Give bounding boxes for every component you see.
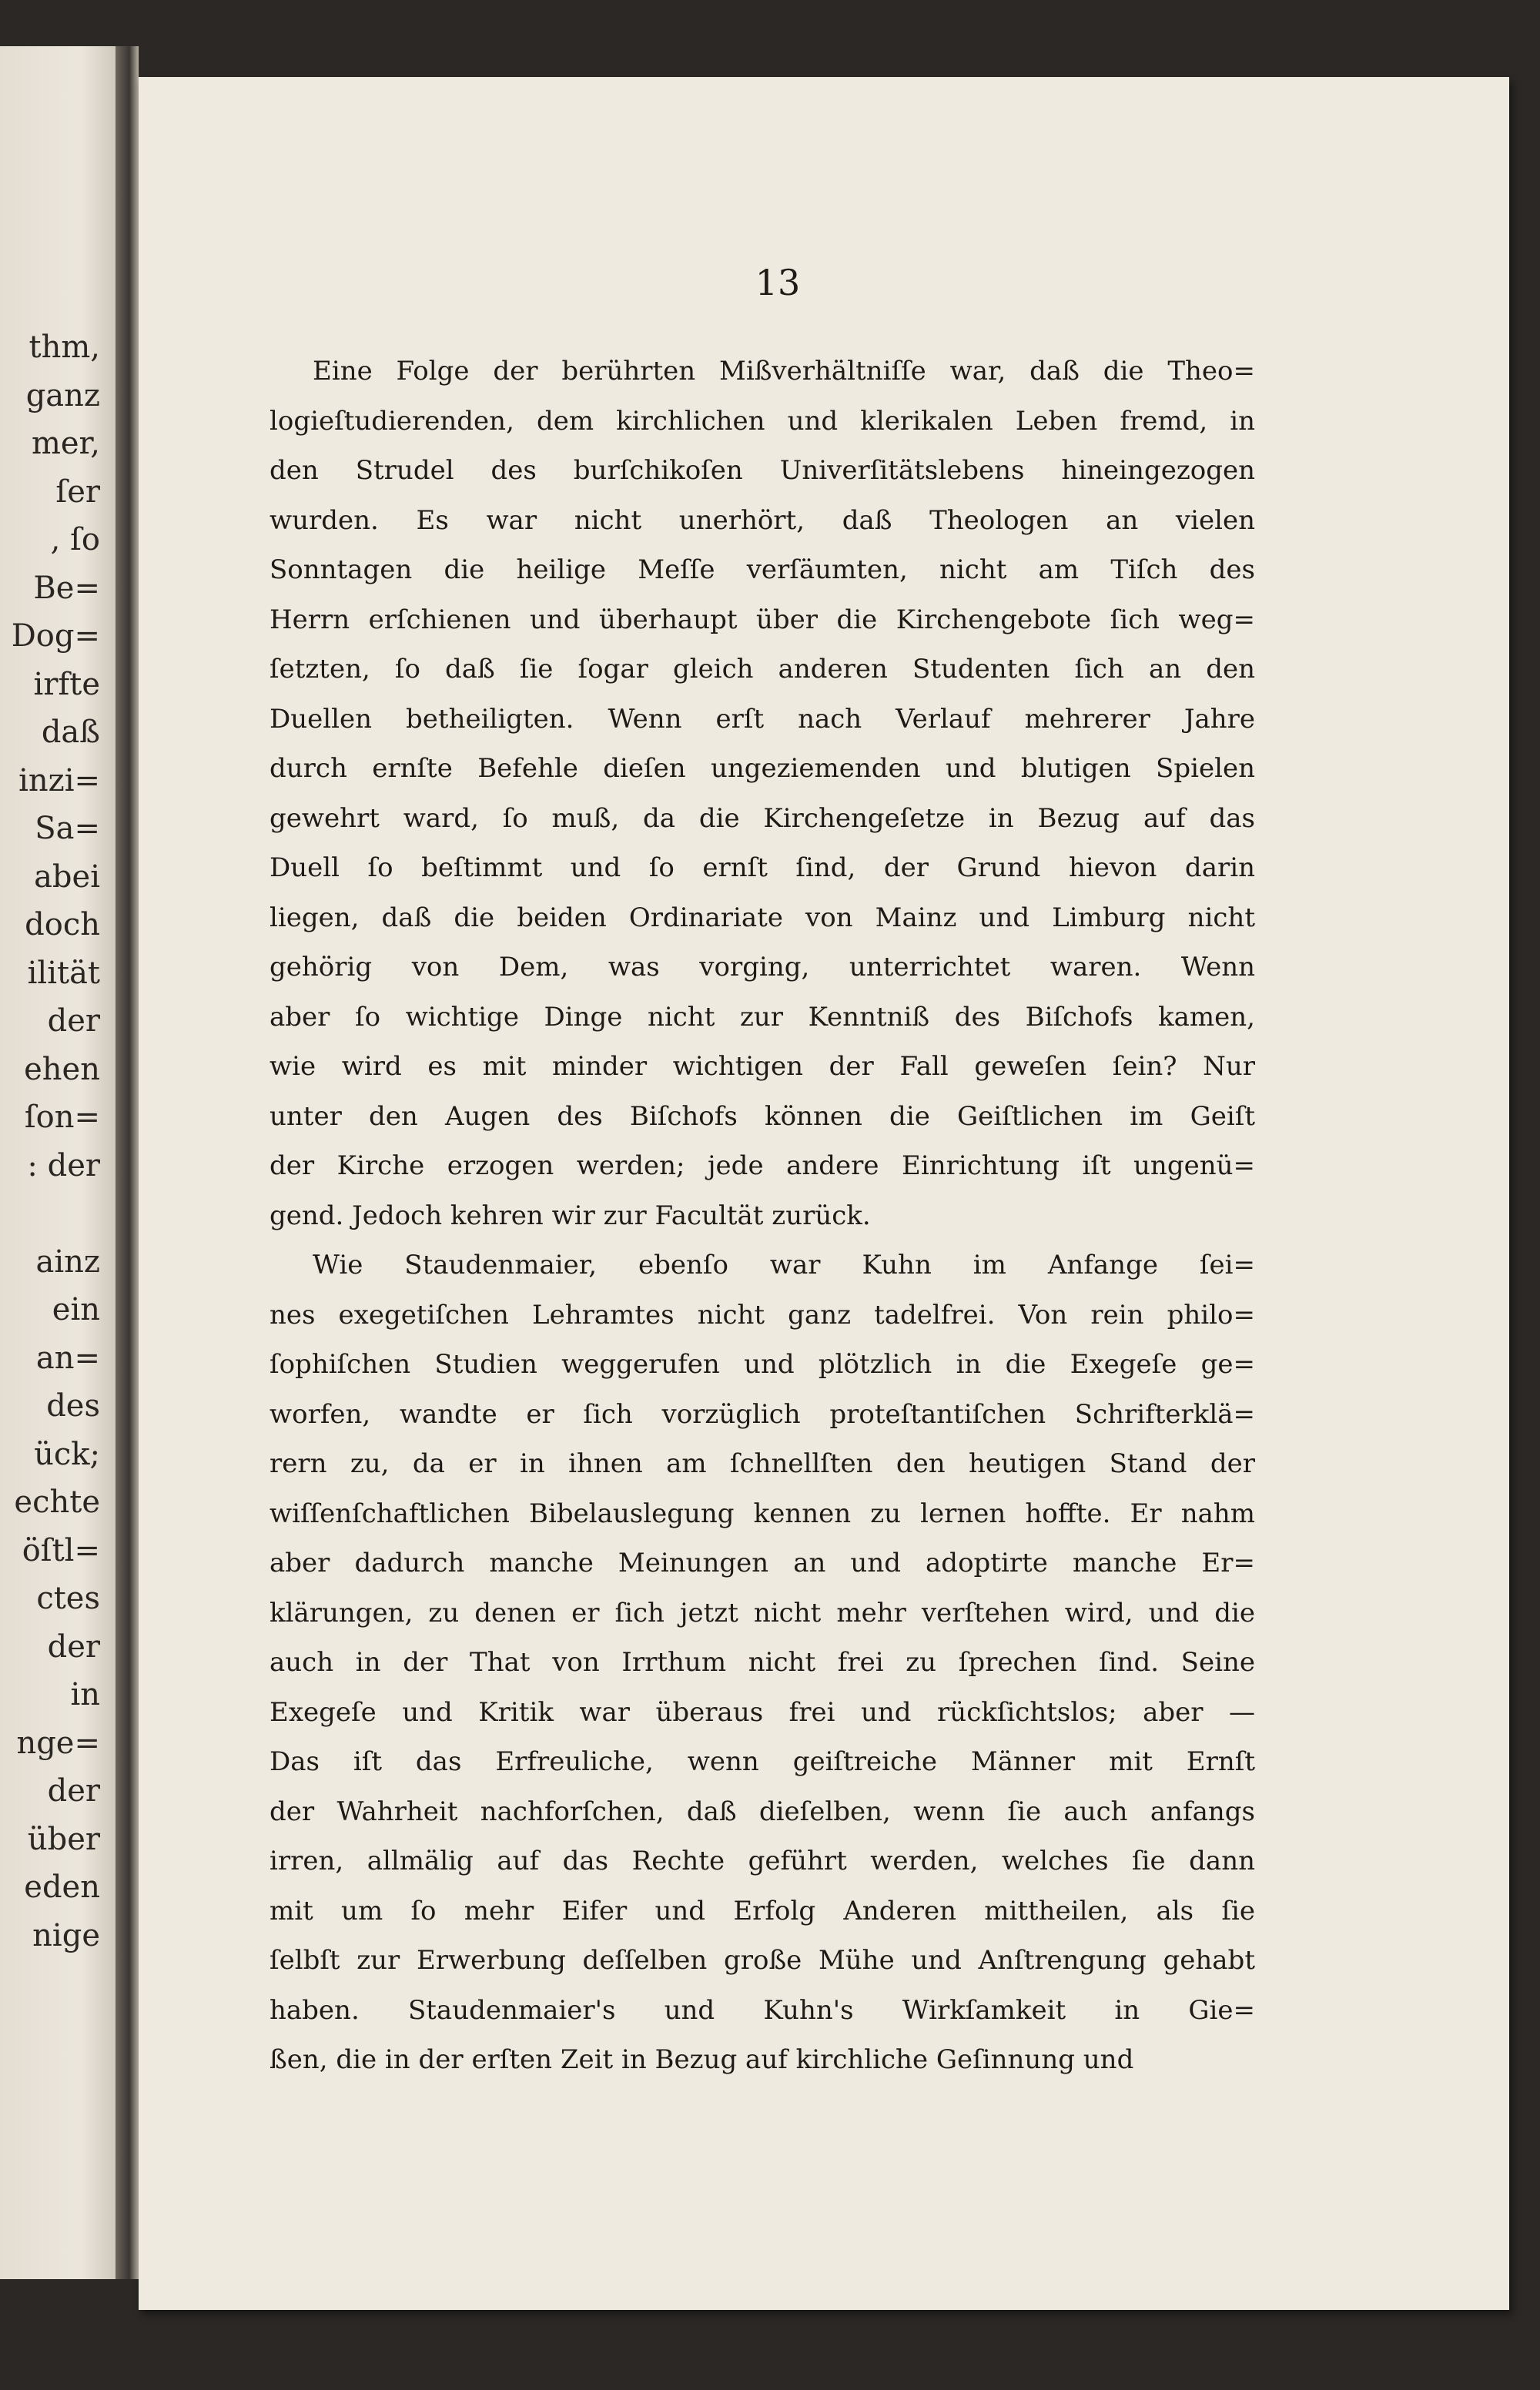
text-line: logieſtudierenden, dem kirchlichen und klerikalen Leben fremd, in <box>270 405 1255 437</box>
text-line: nes exegetiſchen Lehramtes nicht ganz tadelfrei. Von rein philo= <box>270 1299 1255 1331</box>
edge-fragment: ehen <box>24 1051 100 1087</box>
page-body <box>270 346 1255 2085</box>
edge-fragment: echte <box>14 1485 100 1520</box>
text-line: Wie Staudenmaier, ebenſo war Kuhn im Anfange ſei= <box>313 1250 1255 1280</box>
text-line: Duell ſo beſtimmt und ſo ernſt ſind, der Grund hievon darin <box>270 852 1255 883</box>
text-line: wie wird es mit minder wichtigen der Fall geweſen ſein? Nur <box>270 1051 1255 1082</box>
edge-fragment: ſon= <box>24 1100 100 1135</box>
edge-fragment: ctes <box>36 1581 100 1616</box>
text-line: wiſſenſchaftlichen Bibelauslegung kennen zu lernen hoffte. Er nahm <box>270 1498 1255 1529</box>
text-line: irren, allmälig auf das Rechte geführt werden, welches ſie dann <box>270 1846 1255 1876</box>
text-line: klärungen, zu denen er ſich jetzt nicht mehr verſtehen wird, und die <box>270 1597 1255 1628</box>
edge-fragment: mer, <box>31 426 100 461</box>
text-line: gend. Jedoch kehren wir zur Facultät zurück. <box>270 1200 871 1231</box>
edge-fragment: nge= <box>16 1725 100 1761</box>
edge-fragment: : der <box>27 1147 100 1183</box>
text-line: der Kirche erzogen werden; jede andere Einrichtung iſt ungenü= <box>270 1150 1255 1181</box>
edge-fragment: ück; <box>34 1436 100 1472</box>
text-line: liegen, daß die beiden Ordinariate von Mainz und Limburg nicht <box>270 902 1255 933</box>
paragraph-2 <box>270 1240 1255 2085</box>
page-number: 13 <box>755 262 801 303</box>
text-line: durch ernſte Befehle dieſen ungeziemenden und blutigen Spielen <box>270 753 1255 784</box>
edge-fragment: Sa= <box>35 811 100 846</box>
edge-fragment: ſer <box>55 474 100 510</box>
text-line: mit um ſo mehr Eifer und Erfolg Anderen mittheilen, als ſie <box>270 1895 1255 1926</box>
edge-fragment: thm, <box>28 330 100 365</box>
text-line: auch in der That von Irrthum nicht frei zu ſprechen ſind. Seine <box>270 1647 1255 1678</box>
text-line: Duellen betheiligten. Wenn erſt nach Verlauf mehrerer Jahre <box>270 703 1255 735</box>
edge-fragment: eden <box>24 1869 100 1905</box>
edge-fragment: ilität <box>27 955 100 991</box>
edge-fragment: doch <box>25 907 100 942</box>
text-line: aber ſo wichtige Dinge nicht zur Kenntniß des Biſchofs kamen, <box>270 1001 1255 1033</box>
edge-fragment: inzi= <box>18 762 100 798</box>
edge-fragment: an= <box>35 1340 100 1376</box>
text-line: haben. Staudenmaier's und Kuhn's Wirkſamkeit in Gie= <box>270 1994 1255 2026</box>
text-line: Sonntagen die heilige Meſſe verſäumten, nicht am Tiſch des <box>270 554 1255 585</box>
text-line: rern zu, da er in ihnen am ſchnellſten den heutigen Stand der <box>270 1448 1255 1479</box>
book-page <box>139 77 1509 2310</box>
edge-fragment: öſtl= <box>22 1532 100 1568</box>
book-gutter <box>116 46 139 2279</box>
text-line: ſophiſchen Studien weggerufen und plötzlich in die Exegeſe ge= <box>270 1349 1255 1380</box>
edge-fragment: des <box>46 1388 100 1424</box>
text-line: der Wahrheit nachforſchen, daß dieſelben, wenn ſie auch anfangs <box>270 1796 1255 1827</box>
text-line: aber dadurch manche Meinungen an und adoptirte manche Er= <box>270 1548 1255 1578</box>
edge-fragment: der <box>47 1628 100 1665</box>
text-line: Eine Folge der berührten Mißverhältniſſe war, daß die Theo= <box>313 356 1255 387</box>
text-line: gewehrt ward, ſo muß, da die Kirchengeſetze in Bezug auf das <box>270 802 1255 834</box>
edge-fragment: Be= <box>33 570 100 606</box>
edge-fragment <box>0 1190 100 1238</box>
edge-fragment: der <box>47 1773 100 1809</box>
text-line: ßen, die in der erſten Zeit in Bezug auf kirchliche Geſinnung und <box>270 2044 1134 2075</box>
text-line: Herrn erſchienen und überhaupt über die Kirchengebote ſich weg= <box>270 604 1255 635</box>
text-line: gehörig von Dem, was vorging, unterrichtet waren. Wenn <box>270 952 1255 982</box>
text-line: unter den Augen des Biſchofs können die Geiſtlichen im Geiſt <box>270 1100 1255 1132</box>
facing-page-text <box>0 323 100 1960</box>
text-line: wurden. Es war nicht unerhört, daß Theologen an vielen <box>270 504 1255 536</box>
edge-fragment: irfte <box>33 666 100 702</box>
edge-fragment: in <box>70 1677 100 1712</box>
text-line: worfen, wandte er ſich vorzüglich proteſtantiſchen Schrifterklä= <box>270 1398 1255 1430</box>
text-line: ſetzten, ſo daß ſie ſogar gleich anderen Studenten ſich an den <box>270 654 1255 685</box>
edge-fragment: der <box>47 1003 100 1039</box>
edge-fragment: abei <box>34 859 100 895</box>
edge-fragment: ainz <box>35 1244 100 1280</box>
edge-fragment: daß <box>41 715 100 750</box>
paragraph-1 <box>270 346 1255 1240</box>
facing-page-edge <box>0 46 116 2279</box>
edge-fragment: Dog= <box>11 618 100 654</box>
text-line: den Strudel des burſchikoſen Univerſitätslebens hineingezogen <box>270 455 1255 486</box>
edge-fragment: , ſo <box>50 522 100 557</box>
text-line: ſelbſt zur Erwerbung deſſelben große Mühe und Anſtrengung gehabt <box>270 1945 1255 1976</box>
edge-fragment: ein <box>52 1292 100 1327</box>
text-line: Das iſt das Erfreuliche, wenn geiſtreiche Männer mit Ernſt <box>270 1746 1255 1777</box>
text-line: Exegeſe und Kritik war überaus frei und rückſichtslos; aber — <box>270 1696 1255 1728</box>
edge-fragment: nige <box>32 1917 100 1953</box>
edge-fragment: ganz <box>25 377 100 413</box>
edge-fragment: über <box>27 1821 100 1857</box>
